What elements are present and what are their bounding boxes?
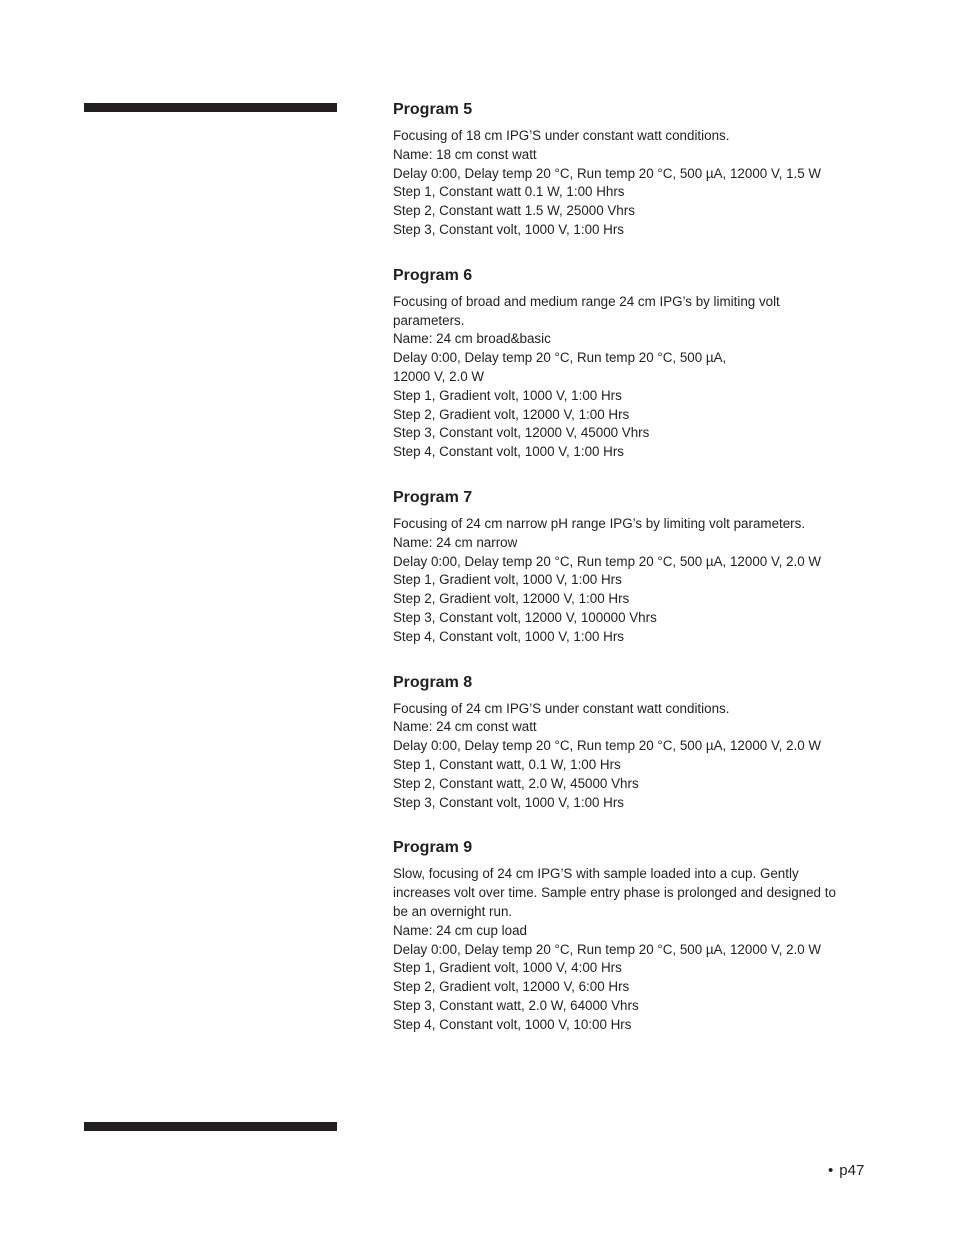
program-title: Program 5 xyxy=(393,101,473,118)
program-line: parameters. xyxy=(393,312,465,328)
program-line: Name: 24 cm broad&basic xyxy=(393,331,551,347)
program-line: Step 2, Constant watt 1.5 W, 25000 Vhrs xyxy=(393,203,635,219)
program-section xyxy=(393,672,863,813)
program-line: Step 1, Gradient volt, 1000 V, 1:00 Hrs xyxy=(393,387,622,403)
program-line: Delay 0:00, Delay temp 20 °C, Run temp 20 °C, 500 µA, 12000 V, 1.5 W xyxy=(393,165,822,181)
program-section xyxy=(393,99,863,240)
page-footer xyxy=(828,1161,864,1181)
program-section xyxy=(393,487,863,647)
program-line: be an overnight run. xyxy=(393,903,513,919)
program-line: Delay 0:00, Delay temp 20 °C, Run temp 20 °C, 500 µA, 12000 V, 2.0 W xyxy=(393,738,822,754)
program-line: Step 2, Gradient volt, 12000 V, 1:00 Hrs xyxy=(393,406,630,422)
program-line: Step 3, Constant volt, 1000 V, 1:00 Hrs xyxy=(393,221,625,237)
program-line: Step 4, Constant volt, 1000 V, 1:00 Hrs xyxy=(393,444,625,460)
program-line: Step 3, Constant volt, 12000 V, 45000 Vhrs xyxy=(393,425,650,441)
program-line: Step 1, Constant watt 0.1 W, 1:00 Hhrs xyxy=(393,184,625,200)
bottom-divider-bar xyxy=(84,1122,337,1131)
program-line: Name: 24 cm const watt xyxy=(393,719,537,735)
program-title: Program 9 xyxy=(393,839,473,857)
footer-bullet: • xyxy=(828,1162,834,1179)
program-line: Delay 0:00, Delay temp 20 °C, Run temp 20 °C, 500 µA, 12000 V, 2.0 W xyxy=(393,553,822,569)
program-line: Step 2, Gradient volt, 12000 V, 6:00 Hrs xyxy=(393,979,630,995)
program-section xyxy=(393,265,863,462)
program-line: Step 3, Constant volt, 12000 V, 100000 Vhrs xyxy=(393,609,657,625)
program-title: Program 6 xyxy=(393,266,473,284)
program-line: increases volt over time. Sample entry phase is prolonged and designed to xyxy=(393,885,836,901)
program-line: Step 3, Constant volt, 1000 V, 1:00 Hrs xyxy=(393,794,625,810)
program-line: Step 4, Constant volt, 1000 V, 1:00 Hrs xyxy=(393,628,625,644)
program-line: Slow, focusing of 24 cm IPG’S with sample loaded into a cup. Gently xyxy=(393,866,799,882)
program-line: Name: 24 cm cup load xyxy=(393,922,527,938)
program-line: 12000 V, 2.0 W xyxy=(393,368,485,384)
program-line: Delay 0:00, Delay temp 20 °C, Run temp 20 °C, 500 µA, 12000 V, 2.0 W xyxy=(393,941,822,957)
program-line: Step 2, Gradient volt, 12000 V, 1:00 Hrs xyxy=(393,591,630,607)
program-line: Step 1, Constant watt, 0.1 W, 1:00 Hrs xyxy=(393,756,621,772)
program-line: Step 4, Constant volt, 1000 V, 10:00 Hrs xyxy=(393,1016,632,1032)
program-title: Program 7 xyxy=(393,488,473,506)
program-line: Focusing of 18 cm IPG’S under constant watt conditions. xyxy=(393,128,730,143)
program-line: Delay 0:00, Delay temp 20 °C, Run temp 20 °C, 500 µA, xyxy=(393,350,727,366)
program-line: Focusing of 24 cm narrow pH range IPG’s by limiting volt parameters. xyxy=(393,515,806,531)
program-line: Focusing of 24 cm IPG’S under constant watt conditions. xyxy=(393,700,730,716)
program-list xyxy=(393,99,863,1059)
program-section xyxy=(393,837,863,1034)
program-line: Focusing of broad and medium range 24 cm IPG’s by limiting volt xyxy=(393,293,780,309)
page-number: p47 xyxy=(839,1162,865,1179)
program-line: Name: 18 cm const watt xyxy=(393,146,537,162)
program-line: Step 2, Constant watt, 2.0 W, 45000 Vhrs xyxy=(393,775,639,791)
top-divider-bar xyxy=(84,103,337,112)
program-line: Step 3, Constant watt, 2.0 W, 64000 Vhrs xyxy=(393,997,639,1013)
program-title: Program 8 xyxy=(393,673,473,691)
program-line: Step 1, Gradient volt, 1000 V, 1:00 Hrs xyxy=(393,572,622,588)
program-line: Name: 24 cm narrow xyxy=(393,534,518,550)
program-line: Step 1, Gradient volt, 1000 V, 4:00 Hrs xyxy=(393,960,622,976)
